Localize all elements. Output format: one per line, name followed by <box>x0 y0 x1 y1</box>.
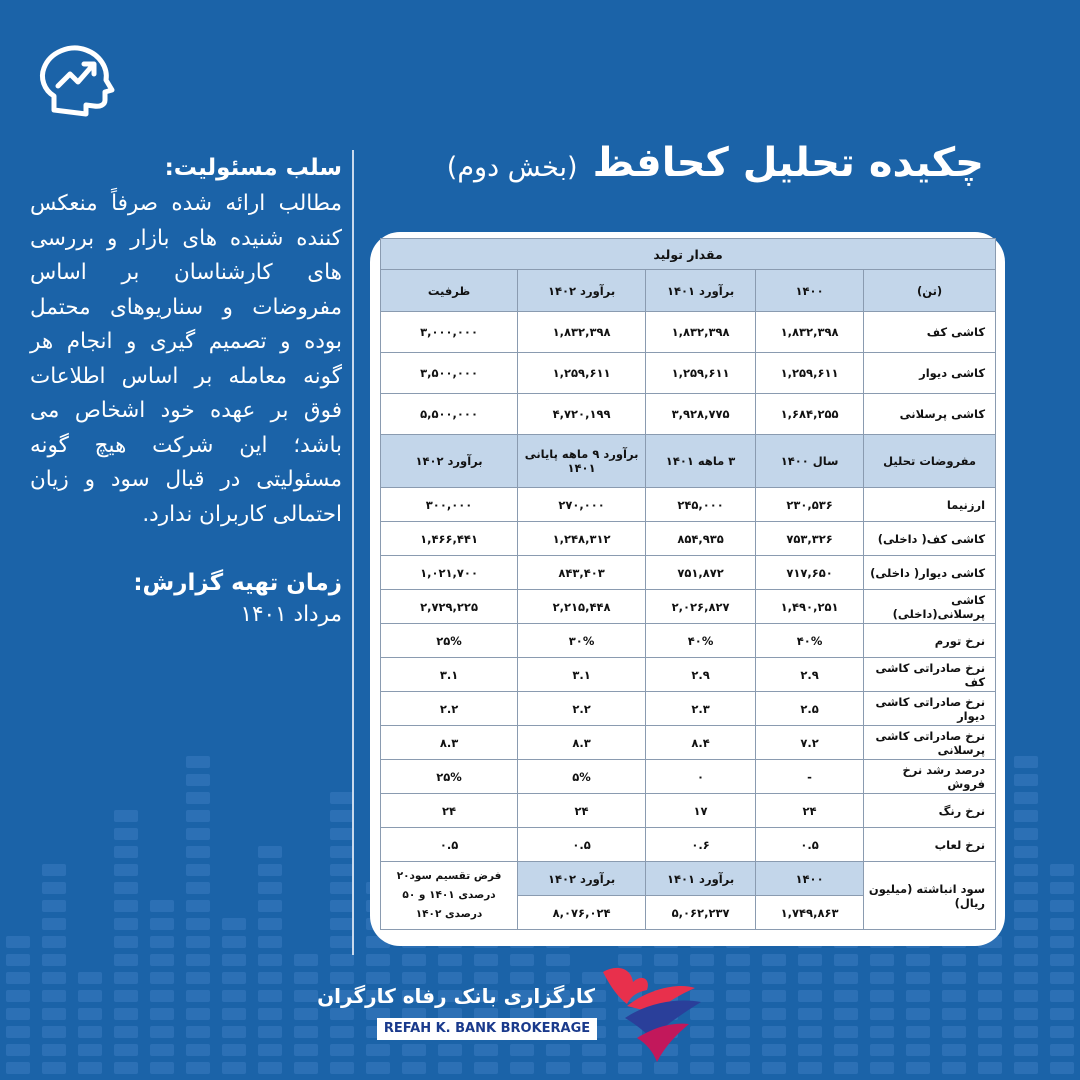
table-cell: ۳,۵۰۰,۰۰۰ <box>381 353 518 394</box>
table-cell: ۳۰۰,۰۰۰ <box>381 488 518 522</box>
table-cell: ۸۵۴,۹۳۵ <box>646 522 756 556</box>
analysis-table-card <box>370 232 1005 946</box>
production-title-row <box>381 239 996 270</box>
header-cell: برآورد ۹ ماهه پایانی ۱۴۰۱ <box>518 435 646 488</box>
row-label: کاشی کف( داخلی) <box>864 522 996 556</box>
row-label: نرخ تورم <box>864 624 996 658</box>
table-cell: ۸۴۳,۴۰۳ <box>518 556 646 590</box>
table-cell: ۲,۷۲۹,۲۲۵ <box>381 590 518 624</box>
table-cell: ۲.۹ <box>646 658 756 692</box>
production-header-row <box>381 270 996 312</box>
table-cell: ۲,۰۲۶,۸۲۷ <box>646 590 756 624</box>
table-row <box>381 624 996 658</box>
row-label: نرخ صادراتی کاشی کف <box>864 658 996 692</box>
table-cell: ۲.۲ <box>381 692 518 726</box>
header-cell: ۳ ماهه ۱۴۰۱ <box>646 435 756 488</box>
table-cell: ۱,۸۳۲,۳۹۸ <box>646 312 756 353</box>
table-cell: ۰ <box>646 760 756 794</box>
table-row <box>381 760 996 794</box>
header-cell: برآورد ۱۴۰۲ <box>381 435 518 488</box>
row-label: کاشی پرسلانی(داخلی) <box>864 590 996 624</box>
table-row <box>381 312 996 353</box>
table-cell: ۱,۲۵۹,۶۱۱ <box>518 353 646 394</box>
table-cell: ۲۷۰,۰۰۰ <box>518 488 646 522</box>
table-cell: ۲.۲ <box>518 692 646 726</box>
table-cell: ۰.۵ <box>756 828 864 862</box>
table-cell: ۷.۲ <box>756 726 864 760</box>
table-cell: ۸.۳ <box>381 726 518 760</box>
table-cell: ۰.۵ <box>381 828 518 862</box>
table-cell: ۲.۳ <box>646 692 756 726</box>
table-cell: ۱,۶۸۴,۲۵۵ <box>756 394 864 435</box>
table-row <box>381 353 996 394</box>
table-row <box>381 590 996 624</box>
table-cell: ۳.۱ <box>381 658 518 692</box>
header-cell: برآورد ۱۴۰۲ <box>518 862 646 896</box>
page-title <box>364 140 984 200</box>
table-cell: ۲۴ <box>518 794 646 828</box>
table-cell: ۱,۲۴۸,۳۱۲ <box>518 522 646 556</box>
table-cell: ۰.۵ <box>518 828 646 862</box>
table-cell: ۰.۶ <box>646 828 756 862</box>
logo-text-fa: کارگزاری بانک رفاه کارگران <box>317 984 595 1008</box>
table-row <box>381 556 996 590</box>
production-title: مقدار تولید <box>381 239 996 270</box>
table-cell: ۲.۵ <box>756 692 864 726</box>
row-label: کاشی دیوار( داخلی) <box>864 556 996 590</box>
table-row <box>381 794 996 828</box>
table-cell: ۷۵۳,۳۲۶ <box>756 522 864 556</box>
header-cell: برآورد ۱۴۰۱ <box>646 862 756 896</box>
table-cell: ۳,۹۲۸,۷۷۵ <box>646 394 756 435</box>
report-date-value: مرداد ۱۴۰۱ <box>240 602 342 627</box>
page-title-sub: (بخش دوم) <box>446 152 578 183</box>
header-cell: ظرفیت <box>381 270 518 312</box>
profit-header-row <box>381 862 996 896</box>
table-cell: ۱,۴۶۶,۴۴۱ <box>381 522 518 556</box>
header-cell: ۱۴۰۰ <box>756 270 864 312</box>
header-cell: مفروضات تحلیل <box>864 435 996 488</box>
table-cell: ۳۰% <box>518 624 646 658</box>
brokerage-logo <box>317 958 710 1068</box>
table-cell: ۷۱۷,۶۵۰ <box>756 556 864 590</box>
vertical-divider <box>352 150 354 955</box>
table-cell: ۴۰% <box>756 624 864 658</box>
header-cell: سال ۱۴۰۰ <box>756 435 864 488</box>
table-cell: ۱,۸۳۲,۳۹۸ <box>518 312 646 353</box>
logo-text-en: REFAH K. BANK BROKERAGE <box>377 1018 597 1040</box>
disclaimer-panel <box>30 155 342 627</box>
table-cell: ۱,۸۳۲,۳۹۸ <box>756 312 864 353</box>
table-row <box>381 658 996 692</box>
table-row <box>381 726 996 760</box>
table-cell: ۱,۲۵۹,۶۱۱ <box>646 353 756 394</box>
row-label: نرخ رنگ <box>864 794 996 828</box>
assumptions-body <box>381 488 996 862</box>
brain-growth-icon <box>34 40 120 126</box>
disclaimer-heading: سلب مسئولیت: <box>164 155 342 181</box>
table-cell: ۴۰% <box>646 624 756 658</box>
row-label: درصد رشد نرخ فروش <box>864 760 996 794</box>
table-cell: ۸.۳ <box>518 726 646 760</box>
row-label: کاشی کف <box>864 312 996 353</box>
report-date-heading: زمان تهیه گزارش: <box>133 570 342 596</box>
table-cell: ۲.۹ <box>756 658 864 692</box>
analysis-table <box>380 238 996 930</box>
table-cell: ۱,۲۵۹,۶۱۱ <box>756 353 864 394</box>
table-cell: ۵,۰۶۲,۲۳۷ <box>646 896 756 930</box>
table-cell: ۵% <box>518 760 646 794</box>
table-cell: ۳,۰۰۰,۰۰۰ <box>381 312 518 353</box>
table-cell: ۵,۵۰۰,۰۰۰ <box>381 394 518 435</box>
table-cell: ۱,۷۴۹,۸۶۳ <box>756 896 864 930</box>
row-label: ارزنیما <box>864 488 996 522</box>
table-cell: ۲۳۰,۵۳۶ <box>756 488 864 522</box>
refah-logo-icon <box>597 958 707 1068</box>
table-cell: ۴,۷۲۰,۱۹۹ <box>518 394 646 435</box>
table-row <box>381 828 996 862</box>
table-row <box>381 692 996 726</box>
profit-label: سود انباشته (میلیون ریال) <box>864 862 996 930</box>
table-row <box>381 394 996 435</box>
row-label: کاشی دیوار <box>864 353 996 394</box>
table-cell: ۲۴۵,۰۰۰ <box>646 488 756 522</box>
table-cell: ۲۴ <box>756 794 864 828</box>
table-cell: ۸.۴ <box>646 726 756 760</box>
row-label: نرخ لعاب <box>864 828 996 862</box>
table-cell: ۷۵۱,۸۷۲ <box>646 556 756 590</box>
header-cell: ۱۴۰۰ <box>756 862 864 896</box>
table-cell: ۲۵% <box>381 760 518 794</box>
header-cell: برآورد ۱۴۰۲ <box>518 270 646 312</box>
table-cell: - <box>756 760 864 794</box>
table-cell: ۲۴ <box>381 794 518 828</box>
table-cell: ۱۷ <box>646 794 756 828</box>
table-cell: ۱,۴۹۰,۲۵۱ <box>756 590 864 624</box>
row-label: نرخ صادراتی کاشی پرسلانی <box>864 726 996 760</box>
table-cell: ۲,۲۱۵,۴۴۸ <box>518 590 646 624</box>
table-cell: ۳.۱ <box>518 658 646 692</box>
page-title-main: چکیده تحلیل کحافظ <box>592 140 984 186</box>
table-row <box>381 488 996 522</box>
row-label: کاشی پرسلانی <box>864 394 996 435</box>
header-cell: برآورد ۱۴۰۱ <box>646 270 756 312</box>
table-cell: ۲۵% <box>381 624 518 658</box>
table-row <box>381 522 996 556</box>
table-cell: ۸,۰۷۶,۰۲۴ <box>518 896 646 930</box>
header-cell: (تن) <box>864 270 996 312</box>
assumptions-header-row <box>381 435 996 488</box>
row-label: نرخ صادراتی کاشی دیوار <box>864 692 996 726</box>
profit-note: فرض تقسیم سود۲۰ درصدی ۱۴۰۱ و ۵۰ درصدی ۱۴۰۲ <box>381 862 518 930</box>
disclaimer-text: مطالب ارائه شده صرفاً منعکس کننده شنیده های بازار و بررسی های کارشناسان بر اساس مفروضات و سناریوهای محتمل بوده و تصمیم گیری و انجام هر گونه معامله بر اساس اطلاعات فوق بر عهده خود اشخاص می باشد؛ این شرکت هیچ گونه مسئولیتی در قبال سود و زیان احتمالی کاربران ندارد. <box>30 191 342 527</box>
table-cell: ۱,۰۲۱,۷۰۰ <box>381 556 518 590</box>
